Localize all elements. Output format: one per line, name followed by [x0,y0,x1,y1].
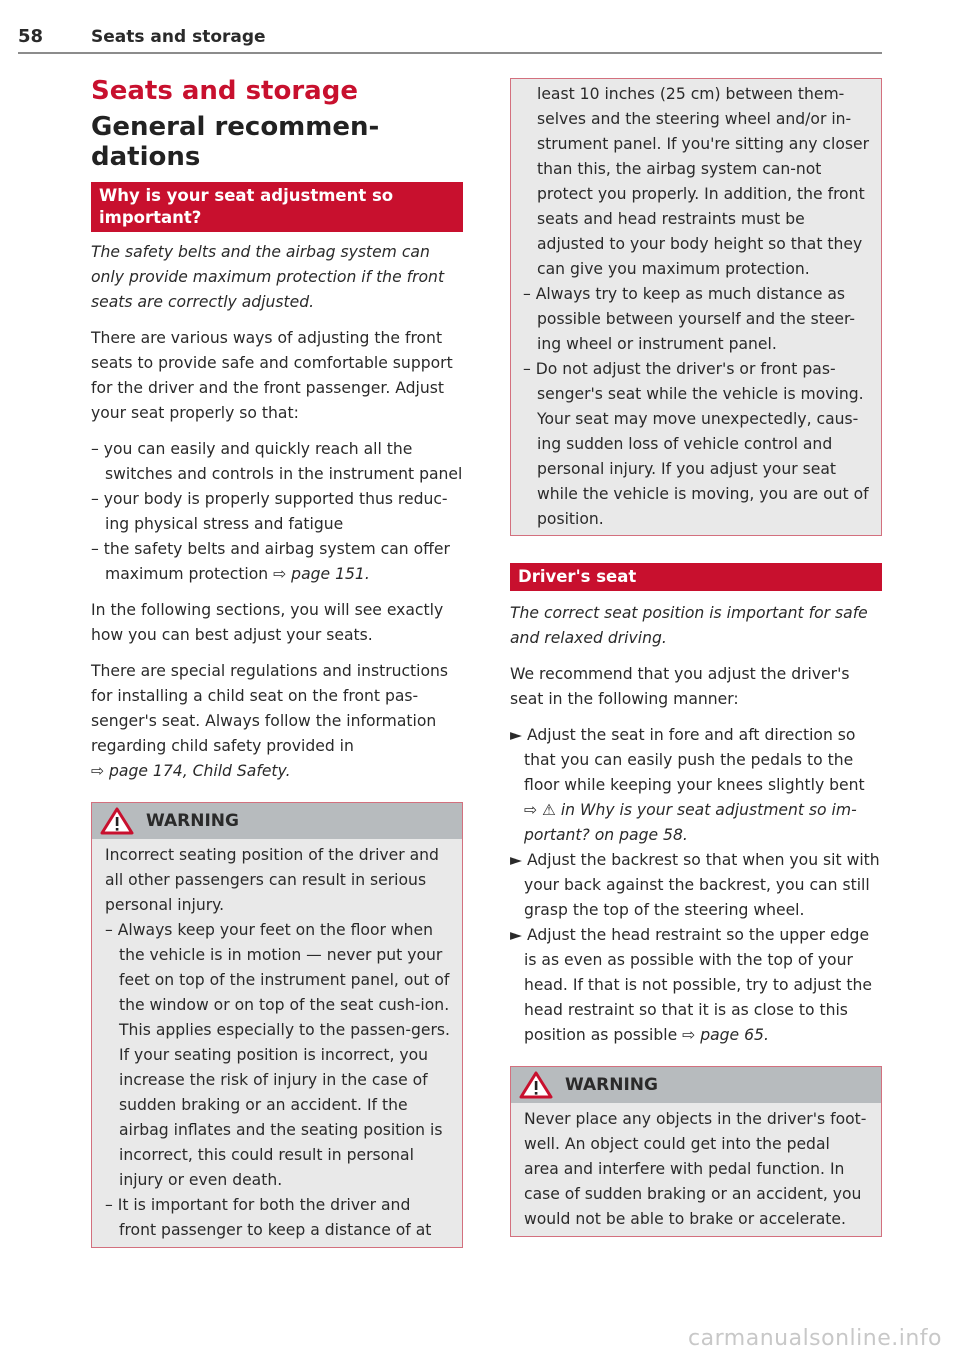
paragraph: There are various ways of adjusting the front seats to provide safe and comfortable support for the driver and the front passenger. Adjust your seat properly so that: [91,329,453,422]
warning-box [510,1066,882,1237]
list-item: – you can easily and quickly reach all the switches and controls in the instrument panel [91,440,463,483]
subsection-heading: Why is your seat adjustment so important? [91,182,463,232]
step-item [510,723,882,848]
page-link[interactable]: ⇨ page 174, Child Safety. [91,762,291,780]
page-link[interactable]: ⇨ ⚠ in Why is your seat adjustment so im-portant? on page 58. [524,801,857,844]
warning-box [91,802,463,1248]
paragraph-text: There are special regulations and instructions for installing a child seat on the front pas-senger's seat. Always follow the information regarding child safety provided in [91,662,449,755]
running-title: Seats and storage [91,27,266,47]
page-link[interactable]: ⇨ page 65. [682,1026,769,1044]
warning-title: WARNING [146,810,239,831]
intro-text: The correct seat position is important for safe and relaxed driving. [510,604,868,647]
warning-title: WARNING [565,1074,658,1095]
step-list [510,723,882,1048]
page-header [18,24,882,54]
step-item [510,848,882,923]
step-item [510,923,882,1048]
paragraph [91,659,463,784]
paragraph: In the following sections, you will see exactly how you can best adjust your seats. [91,601,444,644]
subsection-heading: Driver's seat [510,563,882,591]
step-text: ► Adjust the head restraint so the upper edge is as even as possible with the top of your head. If that is not possible, try to adjust the head restraint so that it is as close to this position as possible [510,926,872,1044]
right-column [510,78,882,1237]
warning-item: – Do not adjust the driver's or front pas-senger's seat while the vehicle is moving. Your seat may move unexpectedly, caus-ing sudden loss of vehicle control and personal injury. If you adjust your seat while the vehicle is moving, you are out of position. [523,360,869,528]
left-column [91,72,463,1248]
warning-item: – It is important for both the driver and front passenger to keep a distance of at [105,1196,432,1239]
warning-text: least 10 inches (25 cm) between them-selves and the steering wheel and/or in-strument panel. If you're sitting any closer than this, the airbag system can-not protect you properly. In addition, the front seats and head restraints must be adjusted to your body height so that they can give you maximum protection. [537,85,870,278]
page-number: 58 [18,26,44,47]
section-title: General recommen-dations [91,112,380,172]
warning-text: Incorrect seating position of the driver and all other passengers can result in serious personal injury. [105,846,439,914]
watermark: carmanualsonline.info [688,1326,942,1351]
step-text: ► Adjust the seat in fore and aft direction so that you can easily push the pedals to the floor while keeping your knees slightly bent [510,726,865,794]
page-link[interactable]: ⇨ page 151. [273,565,370,583]
list-item [91,537,463,587]
warning-header [511,1067,881,1103]
step-text: ► Adjust the backrest so that when you sit with your back against the backrest, you can still grasp the top of the steering wheel. [510,851,880,919]
intro-text: The safety belts and the airbag system can only provide maximum protection if the front seats are correctly adjusted. [91,243,445,311]
chapter-title: Seats and storage [91,76,358,106]
warning-continued-box [510,78,882,536]
bullet-list [91,437,463,587]
warning-triangle-icon [100,807,134,835]
warning-header [92,803,462,839]
warning-item: – Always keep your feet on the floor when the vehicle is in motion — never put your feet on top of the instrument panel, out of the window or on top of the seat cush-ion. This applies especially to the passen-gers. If your seating position is incorrect, you increase the risk of injury in the case of sudden braking or an accident. If the airbag inflates and the seating position is incorrect, this could result in personal injury or even death. [105,921,450,1189]
list-item-text: – the safety belts and airbag system can offer maximum protection [91,540,450,583]
warning-triangle-icon [519,1071,553,1099]
paragraph: We recommend that you adjust the driver's seat in the following manner: [510,665,850,708]
warning-text: Never place any objects in the driver's foot-well. An object could get into the pedal area and interfere with pedal function. In case of sudden braking or an accident, you would not be able to brake or accelerate. [524,1110,867,1228]
list-item: – your body is properly supported thus reduc-ing physical stress and fatigue [91,490,448,533]
warning-item: – Always try to keep as much distance as possible between yourself and the steer-ing wheel or instrument panel. [523,285,856,353]
